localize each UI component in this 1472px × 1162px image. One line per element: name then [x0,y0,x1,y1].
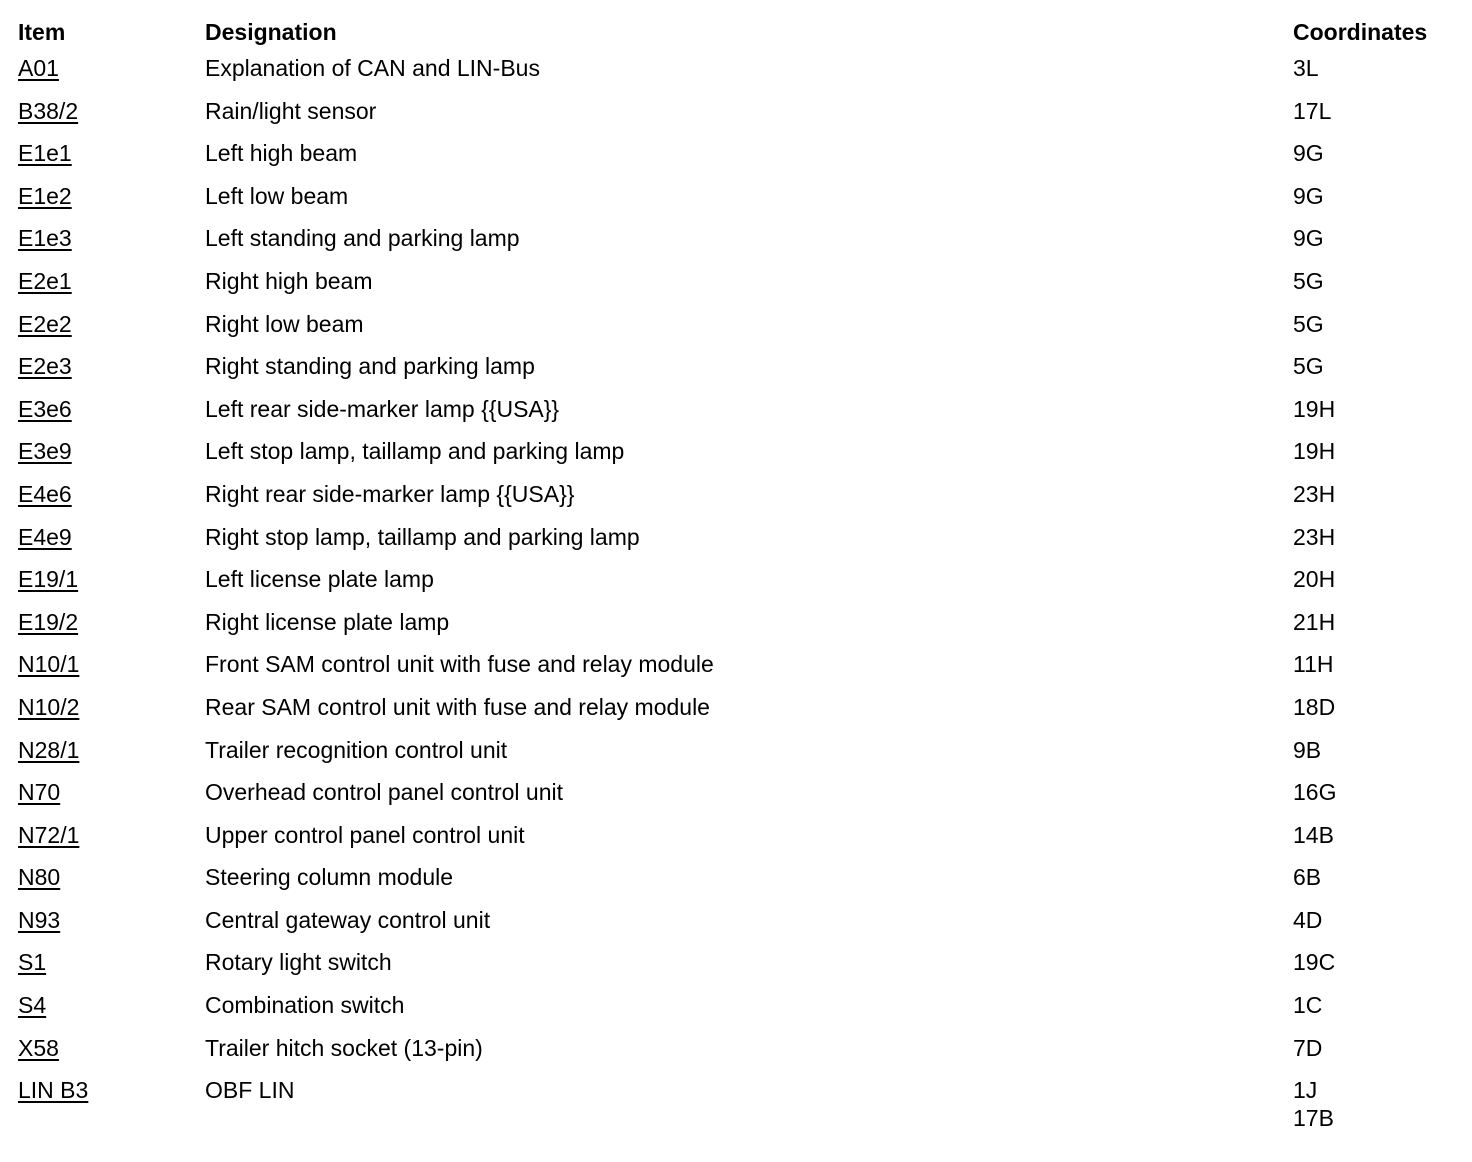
coordinate-value: 5G [1293,310,1324,337]
coordinates-cell [1293,267,1324,295]
coordinate-value: 4D [1293,906,1323,933]
table-row [18,821,1458,864]
designation-text: Explanation of CAN and LIN-Bus [205,55,540,81]
item-link[interactable]: LIN B3 [18,1077,89,1104]
designation-text: Overhead control panel control unit [205,779,563,806]
coordinates-cell [1293,650,1334,678]
table-row [18,906,1458,949]
table-row [18,693,1458,736]
designation-text: Central gateway control unit [205,906,491,933]
coordinate-value: 20H [1293,566,1336,593]
designation-text: Right standing and parking lamp [205,353,535,380]
coordinate-value: 3L [1293,55,1319,81]
table-row [18,224,1458,267]
designation-text: Right stop lamp, taillamp and parking lamp [205,523,640,550]
designation-text: Upper control panel control unit [205,821,525,848]
item-link[interactable]: E1e2 [18,182,72,209]
designation-text: Steering column module [205,864,454,891]
table-row [18,565,1458,608]
coordinates-cell [1293,821,1334,849]
item-link[interactable]: B38/2 [18,97,79,124]
table-row [18,352,1458,395]
coordinates-cell [1293,352,1324,380]
table-row [18,54,1458,97]
coordinates-cell [1293,97,1331,125]
designation-text: Rain/light sensor [205,97,377,124]
item-link[interactable]: E2e2 [18,310,72,337]
coordinates-cell [1293,182,1324,210]
header-item: Item [18,19,66,45]
table-row [18,139,1458,182]
item-link[interactable]: E2e1 [18,267,72,294]
coordinates-cell [1293,1034,1322,1062]
table-row [18,863,1458,906]
table-row [18,437,1458,480]
table-row [18,182,1458,225]
coordinate-value: 7D [1293,1034,1323,1061]
designation-text: Right rear side-marker lamp {{USA}} [205,480,575,507]
coordinates-cell [1293,395,1335,423]
item-link[interactable]: E1e1 [18,140,72,167]
coordinates-cell [1293,1076,1334,1132]
item-link[interactable]: E4e9 [18,523,72,550]
item-link[interactable]: S4 [18,992,47,1019]
coordinates-cell [1293,437,1335,465]
table-row [18,608,1458,651]
designation-text: Front SAM control unit with fuse and relay module [205,651,714,678]
item-link[interactable]: N10/1 [18,651,80,678]
coordinates-cell [1293,608,1335,636]
coordinate-value: 9G [1293,182,1324,209]
coordinates-cell [1293,565,1335,593]
coordinates-cell [1293,948,1335,976]
item-link[interactable]: N93 [18,906,61,933]
coordinate-value: 9B [1293,736,1322,763]
coordinate-value: 5G [1293,267,1324,294]
coordinates-cell [1293,693,1335,721]
coordinates-cell [1293,736,1321,764]
coordinate-value: 1C [1293,992,1323,1019]
coordinates-cell [1293,139,1324,167]
item-link[interactable]: X58 [18,1034,59,1061]
coordinate-value: 16G [1293,779,1337,806]
table-row [18,267,1458,310]
designation-text: Left stop lamp, taillamp and parking lamp [205,438,625,465]
designation-text: Rotary light switch [205,949,392,976]
coordinates-cell [1293,224,1324,252]
item-link[interactable]: E1e3 [18,225,72,252]
item-link[interactable]: S1 [18,949,47,976]
item-link[interactable]: E4e6 [18,480,72,507]
coordinates-cell [1293,906,1322,934]
designation-text: Left standing and parking lamp [205,225,520,252]
coordinate-value: 17L [1293,97,1332,124]
component-legend-table [18,14,1458,1132]
item-link[interactable]: N10/2 [18,693,80,720]
item-link[interactable]: E3e9 [18,438,72,465]
coordinates-cell [1293,991,1322,1019]
table-row [18,948,1458,991]
item-link[interactable]: E19/2 [18,608,79,635]
item-link[interactable]: N80 [18,864,61,891]
coordinate-value: 19H [1293,438,1336,465]
coordinates-cell [1293,523,1335,551]
designation-text: Left low beam [205,182,349,209]
table-row [18,310,1458,353]
coordinate-value: 11H [1293,651,1334,678]
table-row [18,523,1458,566]
table-row [18,991,1458,1034]
coordinate-value: 18D [1293,693,1336,720]
item-link[interactable]: A01 [18,55,59,81]
table-row [18,1034,1458,1077]
designation-text: Right license plate lamp [205,608,450,635]
coordinates-cell [1293,778,1336,806]
coordinate-value: 23H [1293,523,1336,550]
header-coordinates: Coordinates [1293,19,1428,45]
item-link[interactable]: E19/1 [18,566,79,593]
coordinate-value: 6B [1293,864,1322,891]
coordinate-value: 9G [1293,225,1324,252]
coordinates-cell [1293,310,1324,338]
coordinate-value: 19C [1293,949,1336,976]
table-row [18,736,1458,779]
coordinate-value: 9G [1293,140,1324,167]
table-row [18,1076,1458,1132]
designation-text: Combination switch [205,992,405,1019]
table-row [18,395,1458,438]
table-row [18,650,1458,693]
coordinate-value: 1J [1293,1077,1318,1104]
designation-text: Right high beam [205,267,373,294]
designation-text: Trailer hitch socket (13-pin) [205,1034,483,1061]
table-header-row [18,14,1458,54]
table-row [18,480,1458,523]
coordinate-value: 23H [1293,480,1336,507]
item-link[interactable]: N72/1 [18,821,80,848]
coordinate-value: 19H [1293,395,1336,422]
item-link[interactable]: N70 [18,779,61,806]
designation-text: Left high beam [205,140,358,167]
designation-text: Right low beam [205,310,364,337]
coordinates-cell [1293,863,1321,891]
coordinate-value: 5G [1293,353,1324,380]
coordinate-value: 14B [1293,821,1334,848]
coordinate-value: 17B [1293,1105,1334,1132]
table-row [18,97,1458,140]
designation-text: Left rear side-marker lamp {{USA}} [205,395,560,422]
item-link[interactable]: E2e3 [18,353,72,380]
table-body [18,54,1458,1132]
item-link[interactable]: N28/1 [18,736,80,763]
coordinates-cell [1293,54,1319,82]
coordinate-value: 21H [1293,608,1336,635]
designation-text: Left license plate lamp [205,566,434,593]
designation-text: OBF LIN [205,1077,295,1104]
header-designation: Designation [205,19,337,45]
designation-text: Rear SAM control unit with fuse and relay module [205,693,710,720]
table-row [18,778,1458,821]
coordinates-cell [1293,480,1335,508]
designation-text: Trailer recognition control unit [205,736,508,763]
item-link[interactable]: E3e6 [18,395,72,422]
